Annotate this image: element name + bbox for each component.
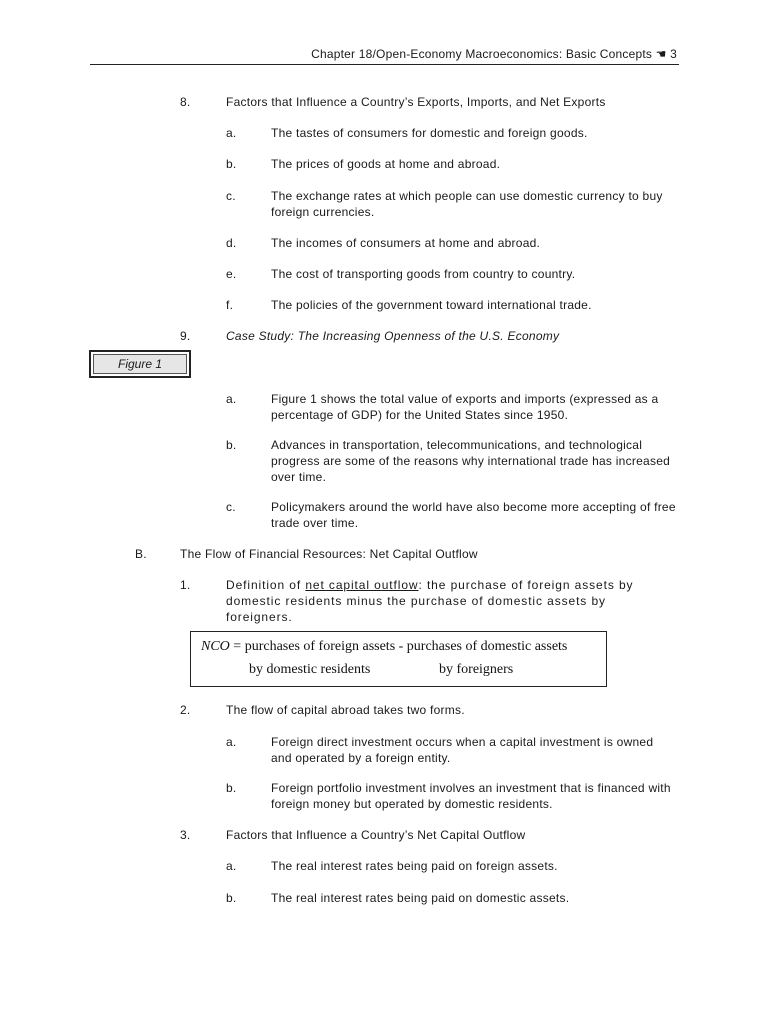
item-8a-letter: a.	[226, 126, 237, 140]
item-8b-letter: b.	[226, 157, 237, 171]
equation-lhs: NCO	[201, 639, 230, 654]
item-9-number: 9.	[180, 329, 191, 343]
item-8f-text: The policies of the government toward international trade.	[271, 298, 592, 312]
b1-definition	[226, 577, 646, 625]
item-8a-text: The tastes of consumers for domestic and foreign goods.	[271, 126, 588, 140]
b2-number: 2.	[180, 703, 191, 717]
item-8e-letter: e.	[226, 267, 237, 281]
b2a-letter: a.	[226, 735, 237, 749]
b1-definition-text: : the purchase of foreign assets by domestic residents minus the purchase of domestic assets by foreigners.	[226, 578, 634, 624]
b3a-text: The real interest rates being paid on foreign assets.	[271, 859, 558, 873]
b2b-text: Foreign portfolio investment involves an investment that is financed with foreign money but operated by domestic residents.	[271, 781, 671, 811]
equation-rhs: = purchases of foreign assets - purchases of domestic assets	[229, 639, 568, 654]
item-8c-text: The exchange rates at which people can use domestic currency to buy foreign currencies.	[271, 189, 663, 219]
item-9a-letter: a.	[226, 392, 237, 406]
item-9b-letter: b.	[226, 438, 237, 452]
item-9c-letter: c.	[226, 500, 236, 514]
b1-prefix: Definition of	[226, 578, 306, 592]
b1-number: 1.	[180, 578, 191, 592]
item-9a-text: Figure 1 shows the total value of exports and imports (expressed as a percentage of GDP) for the United States since 1950.	[271, 392, 659, 422]
item-8c-letter: c.	[226, 189, 236, 203]
net-capital-outflow-term: net capital outflow	[305, 578, 419, 592]
item-8e-text: The cost of transporting goods from country to country.	[271, 267, 576, 281]
item-8-number: 8.	[180, 95, 191, 109]
equation-subtext-left: by domestic residents	[249, 662, 371, 677]
nco-equation-box	[190, 631, 607, 687]
b3b-text: The real interest rates being paid on domestic assets.	[271, 891, 570, 905]
header-text: Chapter 18/Open-Economy Macroeconomics: Basic Concepts ☚ 3	[311, 47, 677, 61]
item-9b-text: Advances in transportation, telecommunications, and technological progress are some of the reasons why international trade has increased over time.	[271, 438, 671, 484]
b2-title: The flow of capital abroad takes two forms.	[226, 703, 465, 717]
b3b-letter: b.	[226, 891, 237, 905]
item-8f-letter: f.	[226, 298, 234, 312]
equation-subtext-right: by foreigners	[439, 662, 514, 677]
b2a-text: Foreign direct investment occurs when a capital investment is owned and operated by a foreign entity.	[271, 735, 654, 765]
figure-label: Figure 1	[93, 354, 187, 374]
b2b-letter: b.	[226, 781, 237, 795]
item-9c-text: Policymakers around the world have also become more accepting of free trade over time.	[271, 500, 676, 530]
item-8-title: Factors that Influence a Country’s Exports, Imports, and Net Exports	[226, 95, 606, 109]
figure-callout	[89, 350, 191, 378]
b3a-letter: a.	[226, 859, 237, 873]
item-8d-letter: d.	[226, 236, 237, 250]
equation-line-1	[201, 639, 567, 655]
section-b-title: The Flow of Financial Resources: Net Capital Outflow	[180, 547, 478, 561]
item-8d-text: The incomes of consumers at home and abroad.	[271, 236, 541, 250]
b3-title: Factors that Influence a Country’s Net Capital Outflow	[226, 828, 526, 842]
item-9-title: Case Study: The Increasing Openness of the U.S. Economy	[226, 329, 560, 343]
section-b-letter: B.	[135, 547, 147, 561]
item-8b-text: The prices of goods at home and abroad.	[271, 157, 501, 171]
b3-number: 3.	[180, 828, 191, 842]
page-header	[90, 46, 679, 65]
